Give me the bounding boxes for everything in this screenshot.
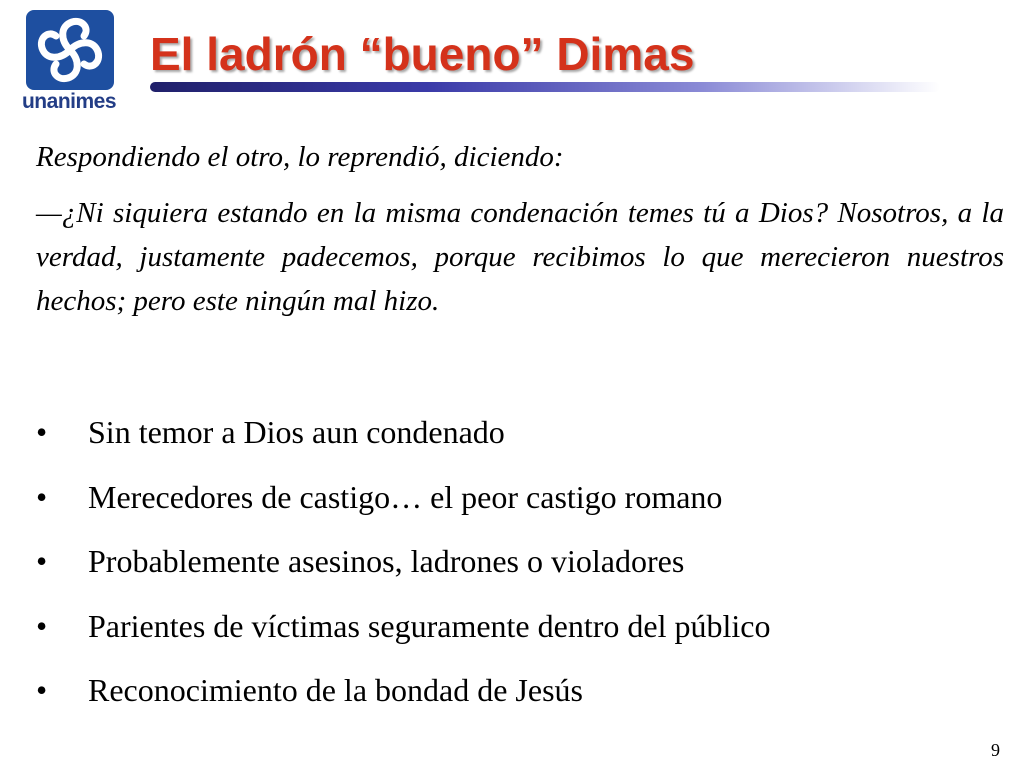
bullet-icon: • (36, 543, 48, 579)
bullet-item (36, 543, 1004, 608)
bullet-text: Parientes de víctimas seguramente dentro del público (88, 607, 771, 644)
quote-intro: Respondiendo el otro, lo reprendió, diciendo: (36, 141, 564, 173)
bullet-text: Probablemente asesinos, ladrones o violadores (88, 543, 685, 579)
unanimes-logo (14, 10, 124, 112)
unanimes-logo-icon (26, 10, 114, 90)
slide-title: El ladrón “bueno” Dimas (150, 28, 695, 80)
bullet-text: Sin temor a Dios aun condenado (88, 414, 505, 450)
bullet-icon: • (36, 478, 48, 515)
bullet-item (36, 608, 1004, 673)
title-underline-bar (150, 82, 940, 92)
quote-body: —¿Ni siquiera estando en la misma condenación temes tú a Dios? Nosotros, a la verdad, justamente padecemos, porque recibimos lo que merecieron nuestros hechos; pero este ningún mal hizo. (36, 197, 1004, 317)
page-number: 9 (991, 740, 1000, 760)
bullet-text: Reconocimiento de la bondad de Jesús (88, 672, 583, 708)
bullet-text: Merecedores de castigo… el peor castigo romano (88, 478, 723, 515)
bullet-list (36, 414, 1004, 737)
bullet-item (36, 672, 1004, 737)
pinwheel-icon (26, 10, 114, 90)
logo-wordmark: unanimes (21, 90, 117, 113)
bullet-icon: • (36, 414, 48, 450)
bullet-icon: • (36, 672, 48, 708)
bullet-icon: • (36, 607, 48, 644)
bullet-item (36, 414, 1004, 479)
bullet-item (36, 479, 1004, 544)
